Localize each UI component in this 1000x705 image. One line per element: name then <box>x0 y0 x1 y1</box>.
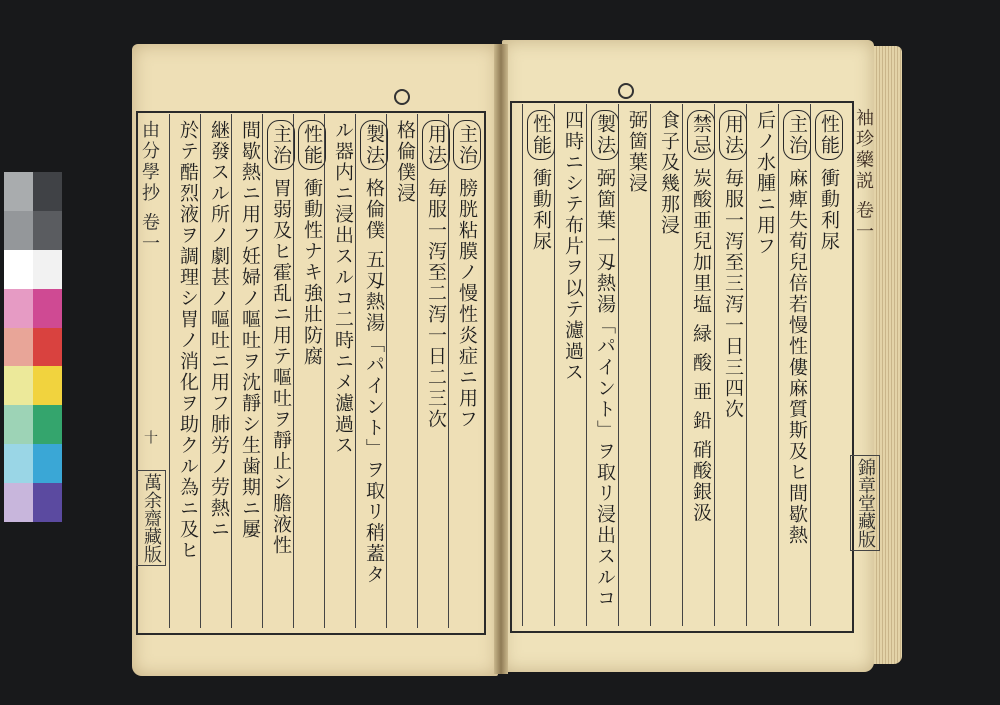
color-swatch <box>4 250 33 289</box>
text-column: 弼箇葉一刄熱湯「パイント」ヲ取リ浸出スルコ <box>594 168 616 609</box>
text-column: 弼箇葉浸 <box>626 110 648 194</box>
color-swatch <box>4 328 33 367</box>
text-column: 格倫僕浸 <box>394 120 416 204</box>
color-swatch <box>33 405 62 444</box>
color-swatch <box>33 172 62 211</box>
column-rule <box>522 104 523 626</box>
binding-hole-right <box>618 83 634 99</box>
color-swatch <box>33 366 62 405</box>
color-swatch <box>33 444 62 483</box>
text-column: 麻痺失荀兒倍若慢性僂麻質斯及ヒ間歇熱 <box>786 168 808 546</box>
color-swatch <box>4 405 33 444</box>
text-column: 后ノ水腫ニ用フ <box>754 110 776 257</box>
left-margin-title: 由分學抄 卷一 <box>139 120 160 255</box>
right-publisher: 錦章堂藏版 <box>850 455 880 551</box>
color-swatch <box>33 483 62 522</box>
left-folio: 十 <box>142 430 158 444</box>
text-column: 四時ニシテ布片ヲ以テ濾過ス <box>562 110 584 383</box>
color-swatch <box>33 250 62 289</box>
section-label: 禁忌 <box>687 110 715 160</box>
color-swatch <box>4 366 33 405</box>
right-margin-title: 袖珍藥説 卷一 <box>853 108 874 243</box>
text-column: 間歇熱ニ用フ妊婦ノ嘔吐ヲ沈靜シ生歯期ニ屢 <box>239 120 261 540</box>
text-column: 毎服一泻至二泻一日二三次 <box>425 178 447 430</box>
text-column: 膀胱粘膜ノ慢性炎症ニ用フ <box>456 178 478 430</box>
color-swatch <box>33 289 62 328</box>
color-swatch <box>33 211 62 250</box>
text-column: 衝動性ナキ強壯防腐 <box>301 178 323 367</box>
binding-hole-left <box>394 89 410 105</box>
color-swatch <box>4 172 33 211</box>
section-label: 用法 <box>422 120 450 170</box>
color-swatch <box>4 483 33 522</box>
section-label: 製法 <box>360 120 388 170</box>
section-label: 主治 <box>453 120 481 170</box>
text-column: 格倫僕 五刄熱湯「パイント」ヲ取リ稍蓋タ <box>363 178 385 586</box>
color-swatch <box>4 289 33 328</box>
text-column: 衝動利尿 <box>818 168 840 252</box>
color-swatch <box>33 328 62 367</box>
book-gutter <box>494 44 508 674</box>
section-label: 用法 <box>719 110 747 160</box>
color-swatch <box>4 211 33 250</box>
section-label: 主治 <box>267 120 295 170</box>
text-column: ル器内ニ浸出スルコ二時ニメ濾過ス <box>332 120 354 456</box>
color-calibration-card <box>4 172 64 522</box>
text-column: 於テ酷烈液ヲ調理シ胃ノ消化ヲ助クル為ニ及ヒ <box>177 120 199 561</box>
section-label: 性能 <box>815 110 843 160</box>
text-column: 食子及幾那浸 <box>658 110 680 236</box>
section-label: 性能 <box>298 120 326 170</box>
color-swatch <box>4 444 33 483</box>
text-column: 継發スル所ノ劇甚ノ嘔吐ニ用フ肺労ノ劳熱ニ <box>208 120 230 540</box>
text-column: 衝動利尿 <box>530 168 552 252</box>
column-rule <box>169 114 170 628</box>
section-label: 性能 <box>527 110 555 160</box>
text-column: 胃弱及ヒ霍乱ニ用テ嘔吐ヲ靜止シ膽液性 <box>270 178 292 556</box>
section-label: 製法 <box>591 110 619 160</box>
section-label: 主治 <box>783 110 811 160</box>
left-publisher: 萬余齋藏版 <box>136 470 166 566</box>
text-column: 炭酸亜兒加里塩 緑 酸 亜 鉛 硝酸銀汲 <box>690 168 712 524</box>
text-column: 毎服一泻至三泻一日三四次 <box>722 168 744 420</box>
